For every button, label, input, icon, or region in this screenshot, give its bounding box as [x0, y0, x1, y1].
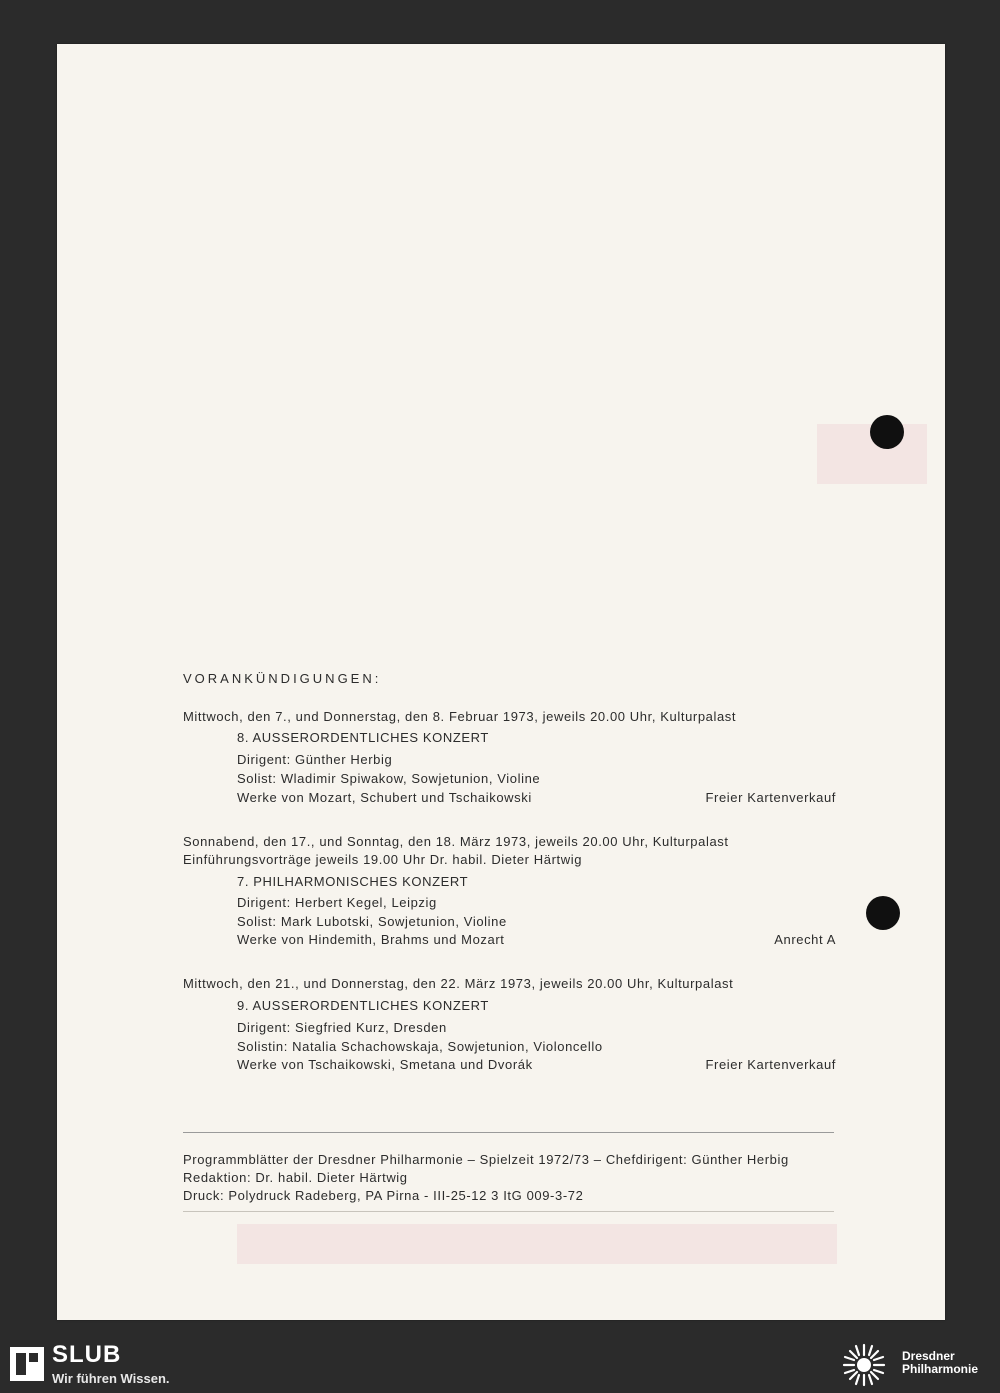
partner-name-line1: Dresdner	[902, 1349, 955, 1363]
event-date-line: Mittwoch, den 7., und Donnerstag, den 8. Februar 1973, jeweils 20.00 Uhr, Kulturpalast	[183, 709, 737, 724]
imprint-line: Redaktion: Dr. habil. Dieter Härtwig	[183, 1170, 408, 1185]
event-soloist: Solist: Mark Lubotski, Sowjetunion, Violine	[237, 914, 507, 929]
partner-name	[902, 1350, 978, 1376]
library-name: SLUB	[52, 1341, 122, 1368]
philharmonie-logo-icon	[840, 1341, 888, 1389]
event-intro-line: Einführungsvorträge jeweils 19.00 Uhr Dr. habil. Dieter Härtwig	[183, 852, 583, 867]
event-title: 8. AUSSERORDENTLICHES KONZERT	[237, 730, 489, 745]
event-ticket-info: Freier Kartenverkauf	[705, 790, 836, 805]
event-date-line: Mittwoch, den 21., und Donnerstag, den 22. März 1973, jeweils 20.00 Uhr, Kulturpalast	[183, 976, 734, 991]
event-works: Werke von Tschaikowski, Smetana und Dvorák	[237, 1057, 533, 1072]
event-conductor: Dirigent: Herbert Kegel, Leipzig	[237, 895, 437, 910]
imprint-line: Programmblätter der Dresdner Philharmonie – Spielzeit 1972/73 – Chefdirigent: Günther Herbig	[183, 1152, 789, 1167]
library-tagline: Wir führen Wissen.	[52, 1371, 170, 1386]
pink-stain	[237, 1224, 837, 1264]
event-conductor: Dirigent: Siegfried Kurz, Dresden	[237, 1020, 447, 1035]
slub-logo-icon	[10, 1347, 44, 1381]
punch-hole-bottom	[866, 896, 900, 930]
bottom-divider	[183, 1211, 834, 1212]
partner-name-line2: Philharmonie	[902, 1362, 979, 1376]
event-ticket-info: Freier Kartenverkauf	[705, 1057, 836, 1072]
announcements-heading: VORANKÜNDIGUNGEN:	[183, 671, 382, 686]
event-title: 9. AUSSERORDENTLICHES KONZERT	[237, 998, 489, 1013]
imprint-divider	[183, 1132, 834, 1133]
imprint-line: Druck: Polydruck Radeberg, PA Pirna - III-25-12 3 ItG 009-3-72	[183, 1188, 584, 1203]
event-date-line: Sonnabend, den 17., und Sonntag, den 18. März 1973, jeweils 20.00 Uhr, Kulturpalast	[183, 834, 729, 849]
event-soloist: Solistin: Natalia Schachowskaja, Sowjetunion, Violoncello	[237, 1039, 603, 1054]
punch-hole-top	[870, 415, 904, 449]
event-ticket-info: Anrecht A	[774, 932, 836, 947]
viewer-footer	[0, 1335, 1000, 1393]
event-soloist: Solist: Wladimir Spiwakow, Sowjetunion, Violine	[237, 771, 541, 786]
event-title: 7. PHILHARMONISCHES KONZERT	[237, 874, 469, 889]
event-works: Werke von Mozart, Schubert und Tschaikowski	[237, 790, 532, 805]
event-conductor: Dirigent: Günther Herbig	[237, 752, 393, 767]
event-works: Werke von Hindemith, Brahms und Mozart	[237, 932, 505, 947]
